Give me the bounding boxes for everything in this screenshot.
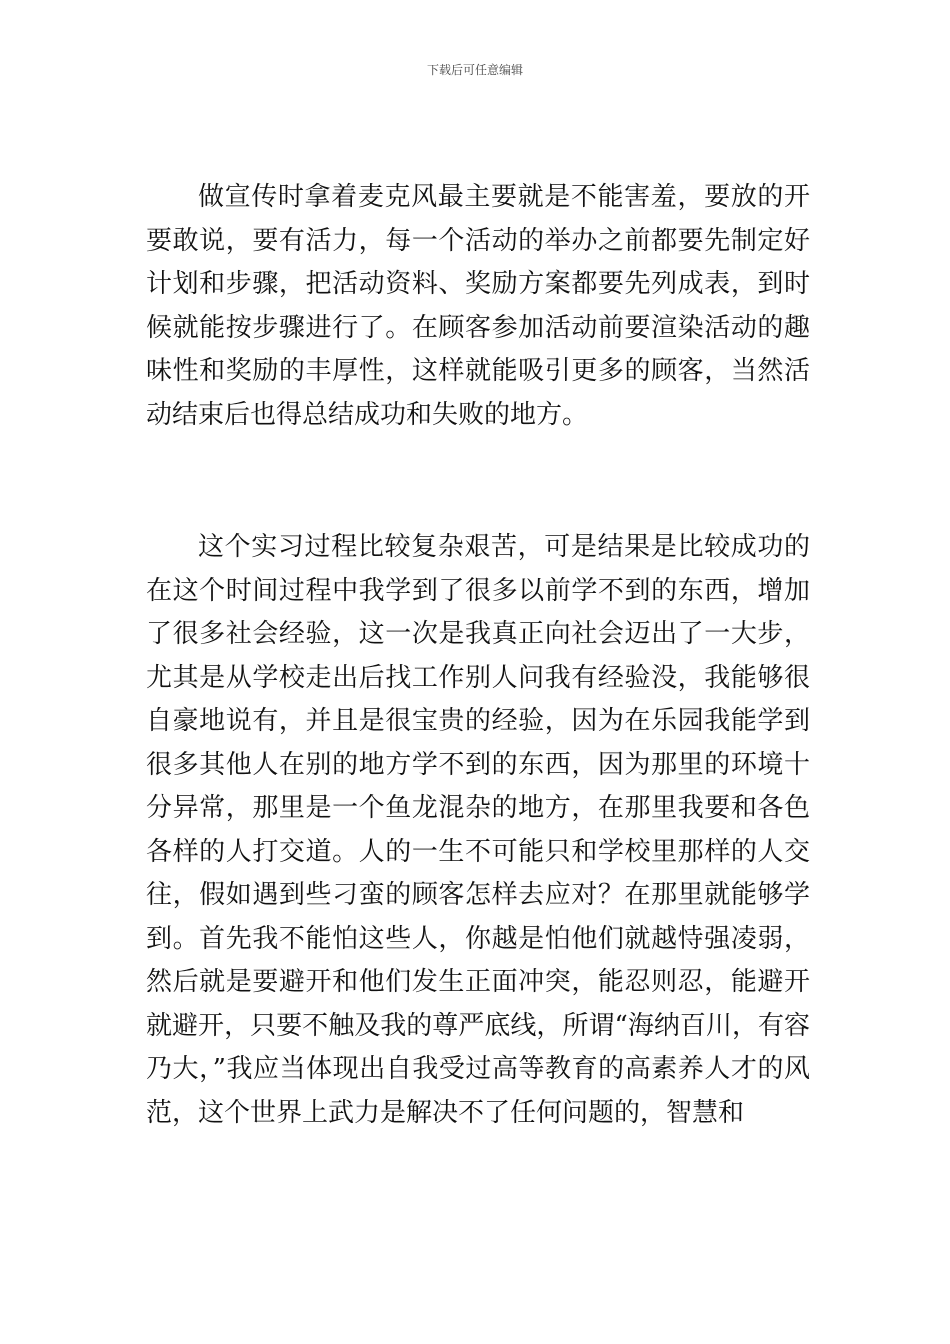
paragraph-1: 做宣传时拿着麦克风最主要就是不能害羞，要放的开要敢说，要有活力，每一个活动的举办之前都要先制定好计划和步骤，把活动资料、奖励方案都要先列成表，到时候就能按步骤进行了。在顾客参加活动前要渲染活动的趣味性和奖励的丰厚性，这样就能吸引更多的顾客，当然活动结束后也得总结成功和失败的地方。 bbox=[146, 182, 810, 430]
paragraph-2: 这个实习过程比较复杂艰苦，可是结果是比较成功的在这个时间过程中我学到了很多以前学不到的东西，增加了很多社会经验，这一次是我真正向社会迈出了一大步，尤其是从学校走出后找工作别人问我有经验没，我能够很自豪地说有，并且是很宝贵的经验，因为在乐园我能学到很多其他人在别的地方学不到的东西，因为那里的环境十分异常，那里是一个鱼龙混杂的地方，在那里我要和各色各样的人打交道。人的一生不可能只和学校里那样的人交往，假如遇到些刁蛮的顾客怎样去应对？在那里就能够学到。首先我不能怕这些人，你越是怕他们就越恃强凌弱，然后就是要避开和他们发生正面冲突，能忍则忍，能避开就避开，只要不触及我的尊严底线，所谓“海纳百川，有容乃大，”我应当体现出自我受过高等教育的高素养人才的风范，这个世界上武力是解决不了任何问题的，智慧和 bbox=[146, 532, 810, 1128]
page-header-note: 下载后可任意编辑 bbox=[426, 63, 523, 77]
